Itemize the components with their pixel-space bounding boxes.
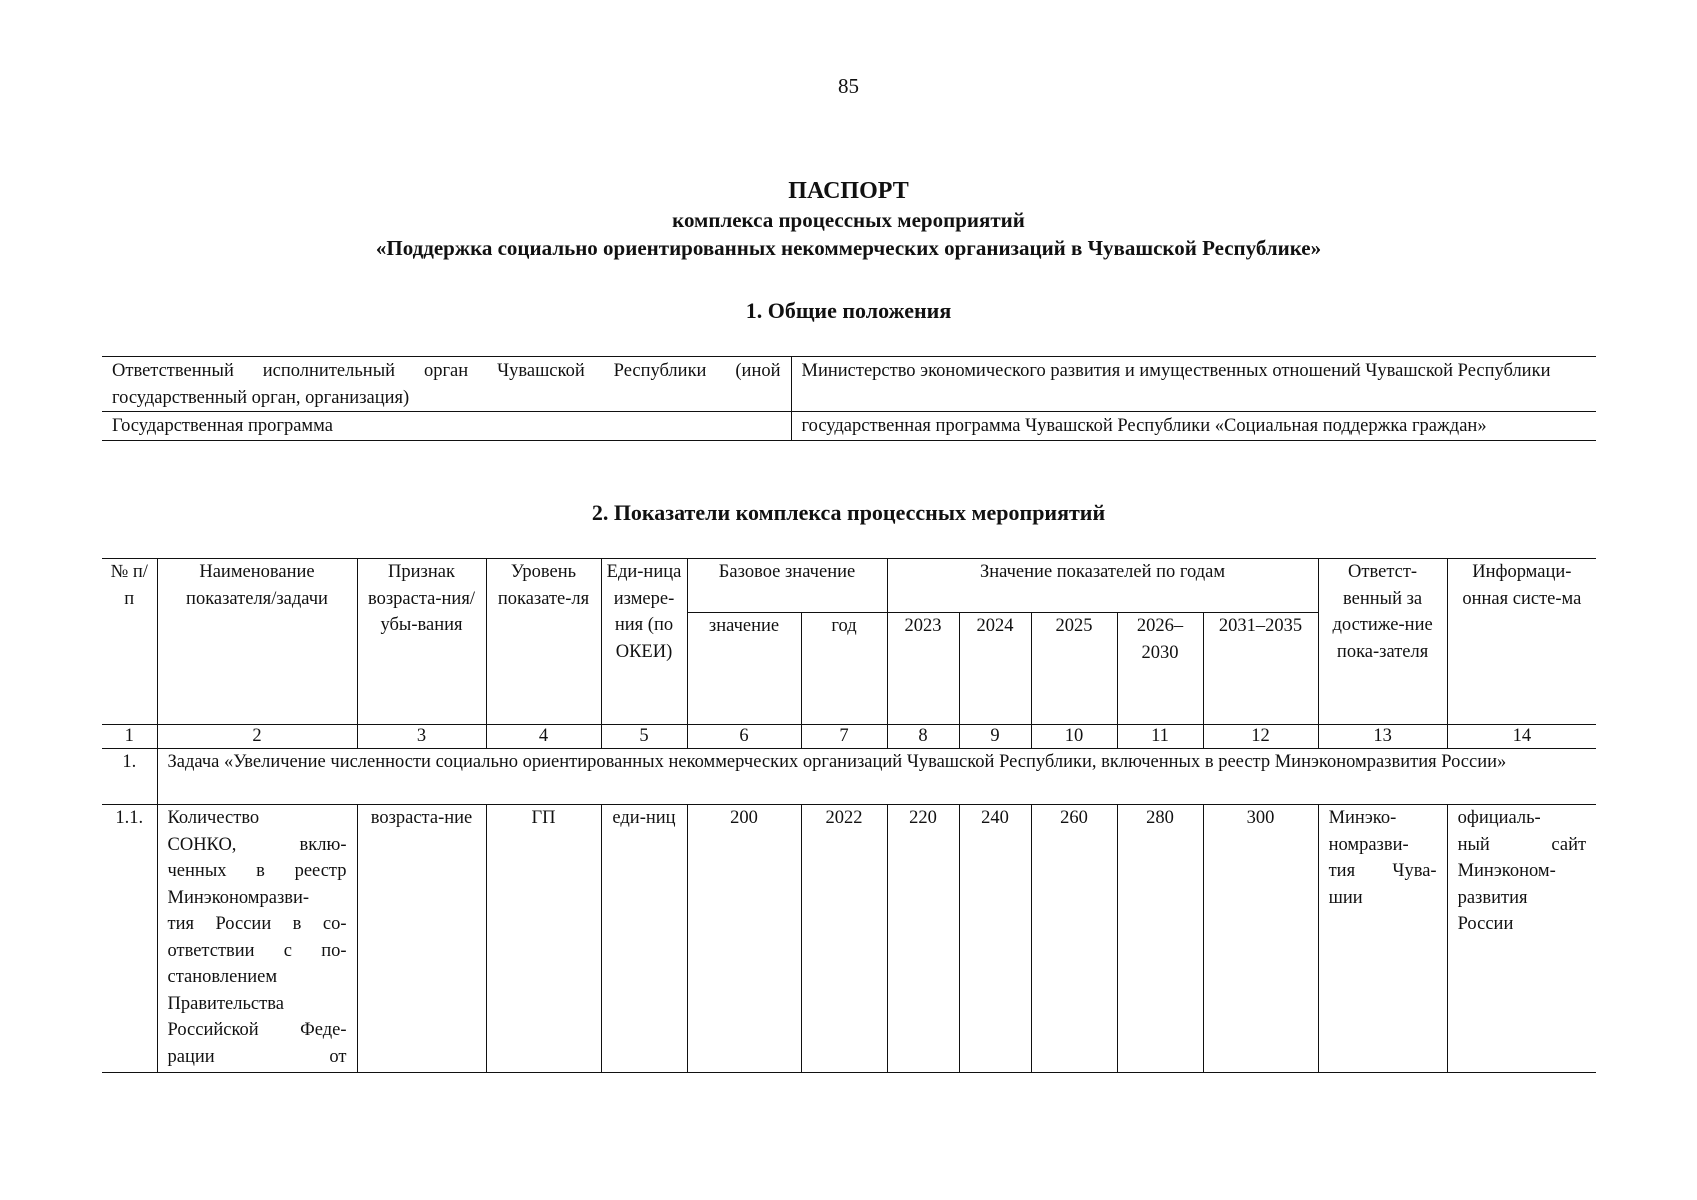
header-year-2031-2035: 2031–2035 <box>1203 613 1318 725</box>
table-row <box>102 412 1596 441</box>
title-program-name: «Поддержка социально ориентированных некоммерческих организаций в Чувашской Республике» <box>375 236 1322 260</box>
column-number: 8 <box>887 725 959 749</box>
indicator-name-line: тия России в со- <box>167 914 347 934</box>
responsible-line: Минэко- <box>1328 808 1397 828</box>
header-year-2024: 2024 <box>959 613 1031 725</box>
indicator-value-2025: 260 <box>1031 805 1117 1073</box>
general-label: Ответственный исполнительный орган Чувашской Республики (иной государственный орган, организация) <box>102 357 791 412</box>
column-number: 11 <box>1117 725 1203 749</box>
header-year-2026-2030: 2026–2030 <box>1117 613 1203 725</box>
indicator-row <box>102 805 1596 1073</box>
task-row <box>102 749 1596 805</box>
responsible-line: шии <box>1328 887 1363 908</box>
header-unit: Еди-ница измере-ния (по ОКЕИ) <box>601 559 687 725</box>
general-value: государственная программа Чувашской Республики «Социальная поддержка граждан» <box>791 412 1596 441</box>
header-base-year: год <box>801 613 887 725</box>
header-responsible: Ответст-венный за достиже-ние пока-зателя <box>1318 559 1447 725</box>
column-number: 2 <box>157 725 357 749</box>
indicator-info-system <box>1447 805 1596 1073</box>
indicator-num: 1.1. <box>102 805 157 1073</box>
header-level: Уровень показате-ля <box>486 559 601 725</box>
column-number: 3 <box>357 725 486 749</box>
header-name: Наименование показателя/задачи <box>157 559 357 725</box>
responsible-line: номразви- <box>1328 834 1409 855</box>
indicator-name-line: Правительства <box>167 993 284 1014</box>
indicators-table <box>102 558 1596 1073</box>
indicator-level: ГП <box>486 805 601 1073</box>
column-number: 13 <box>1318 725 1447 749</box>
column-number: 12 <box>1203 725 1318 749</box>
indicator-value-2024: 240 <box>959 805 1031 1073</box>
general-value: Министерство экономического развития и имущественных отношений Чувашской Республики <box>801 361 1551 381</box>
header-year-2025: 2025 <box>1031 613 1117 725</box>
section-1-heading: 1. Общие положения <box>745 298 952 323</box>
column-number: 9 <box>959 725 1031 749</box>
header-sign: Признак возраста-ния/ убы-вания <box>357 559 486 725</box>
header-info-system: Информаци-онная систе-ма <box>1447 559 1596 725</box>
info-system-line: Минэконом- <box>1457 861 1556 881</box>
indicator-name-line: СОНКО, вклю- <box>167 834 347 855</box>
indicator-name <box>157 805 357 1073</box>
header-base: Базовое значение <box>687 559 887 613</box>
indicator-unit: еди-ниц <box>601 805 687 1073</box>
indicator-name-line: Минэкономразви- <box>167 887 310 908</box>
header-year-2023: 2023 <box>887 613 959 725</box>
indicator-name-line: Количество <box>167 808 260 828</box>
header-years-group: Значение показателей по годам <box>887 559 1318 613</box>
indicator-sign: возраста-ние <box>357 805 486 1073</box>
indicator-name-line: ченных в реестр <box>167 861 347 881</box>
info-system-line: развития <box>1457 887 1528 908</box>
task-text: Задача «Увеличение численности социально ориентированных некоммерческих организаций Чувашской Республики, включенных в реестр Минэкономразвития России» <box>157 749 1596 805</box>
responsible-line: тия Чува- <box>1328 861 1437 881</box>
column-number: 10 <box>1031 725 1117 749</box>
column-numbers-row <box>102 725 1596 749</box>
title-subtitle: комплекса процессных мероприятий <box>672 208 1025 232</box>
indicator-responsible <box>1318 805 1447 1073</box>
general-provisions-table <box>102 356 1596 441</box>
section-2-heading: 2. Показатели комплекса процессных мероприятий <box>591 500 1106 525</box>
column-number: 6 <box>687 725 801 749</box>
indicator-name-line: Российской Феде- <box>167 1020 347 1040</box>
header-num: № п/п <box>102 559 157 725</box>
indicator-name-line: рации от <box>167 1046 347 1067</box>
indicator-value-2031-2035: 300 <box>1203 805 1318 1073</box>
column-number: 1 <box>102 725 157 749</box>
info-system-line: России <box>1457 914 1514 934</box>
title-main: ПАСПОРТ <box>788 178 909 204</box>
header-row <box>102 559 1596 613</box>
table-row <box>102 357 1596 412</box>
indicator-value-2026-2030: 280 <box>1117 805 1203 1073</box>
info-system-line: ный сайт <box>1457 834 1587 855</box>
column-number: 4 <box>486 725 601 749</box>
indicator-value-2023: 220 <box>887 805 959 1073</box>
column-number: 7 <box>801 725 887 749</box>
column-number: 5 <box>601 725 687 749</box>
indicator-name-line: ответствии с по- <box>167 940 347 961</box>
task-num: 1. <box>102 749 157 805</box>
column-number: 14 <box>1447 725 1596 749</box>
indicator-base-year: 2022 <box>801 805 887 1073</box>
indicator-name-line: становлением <box>167 967 278 987</box>
document-title <box>0 176 1697 262</box>
page-number: 85 <box>838 74 859 98</box>
info-system-line: официаль- <box>1457 808 1541 828</box>
header-base-value: значение <box>687 613 801 725</box>
general-label: Государственная программа <box>102 412 791 441</box>
indicator-base-value: 200 <box>687 805 801 1073</box>
